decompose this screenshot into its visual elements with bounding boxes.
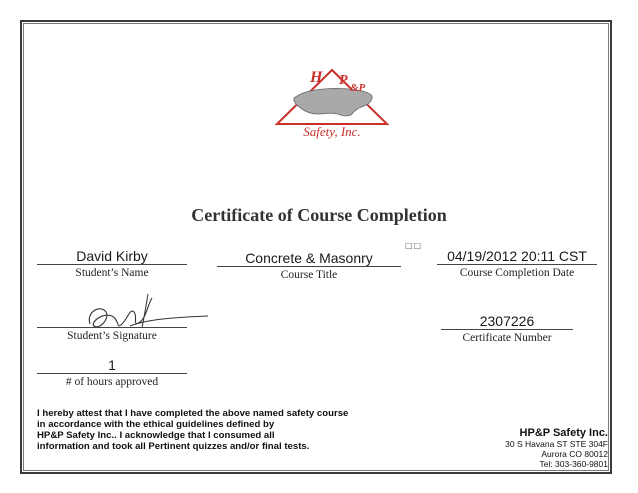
certificate-number-label: Certificate Number [462,332,552,344]
course-title-value: Concrete & Masonry [245,250,373,266]
student-name-field [37,248,187,279]
certificate-number-line [441,329,573,330]
certificate-title: Certificate of Course Completion [191,205,447,225]
company-contact-block [505,427,608,469]
signature-label: Student’s Signature [67,330,157,342]
student-name-line [37,264,187,265]
completion-date-field [437,248,597,279]
logo-letter-h: H [310,69,323,86]
completion-date-label: Course Completion Date [459,267,575,279]
company-logo [272,62,392,140]
attestation-line-2: in accordance with the ethical guidelines defined by [37,419,275,430]
company-address-1: 30 S Havana ST STE 304F [505,439,608,449]
hours-approved-label: # of hours approved [65,376,159,388]
attestation-line-1: I hereby attest that I have completed the above named safety course [37,408,349,419]
company-address-2: Aurora CO 80012 [541,449,608,459]
company-phone: Tel: 303-360-9801 [539,459,608,469]
signature-line [37,327,187,328]
attestation-line-4: information and took all Pertinent quizzes and/or final tests. [37,441,310,452]
signature-field [37,327,187,342]
company-name: HP&P Safety Inc. [519,427,608,439]
hours-approved-line [37,373,187,374]
course-title-line [217,266,401,267]
attestation-line-3: HP&P Safety Inc.. I acknowledge that I consumed all [37,430,275,441]
student-name-value: David Kirby [76,248,148,264]
student-name-label: Student’s Name [75,267,149,279]
hours-approved-field [37,357,187,388]
logo-company-script: Safety, Inc. [303,124,361,139]
logo-amp-p: &P [350,82,366,94]
certificate-number-field [441,313,573,344]
course-title-field [217,250,401,281]
logo-letter-p: P [339,73,348,88]
course-title-label: Course Title [280,269,338,281]
completion-date-line [437,264,597,265]
certificate-number-value: 2307226 [479,313,535,329]
hours-approved-value: 1 [108,357,116,373]
attestation-text [37,408,367,452]
checkbox-marks: □□ [405,241,423,250]
completion-date-value: 04/19/2012 20:11 CST [447,248,587,264]
